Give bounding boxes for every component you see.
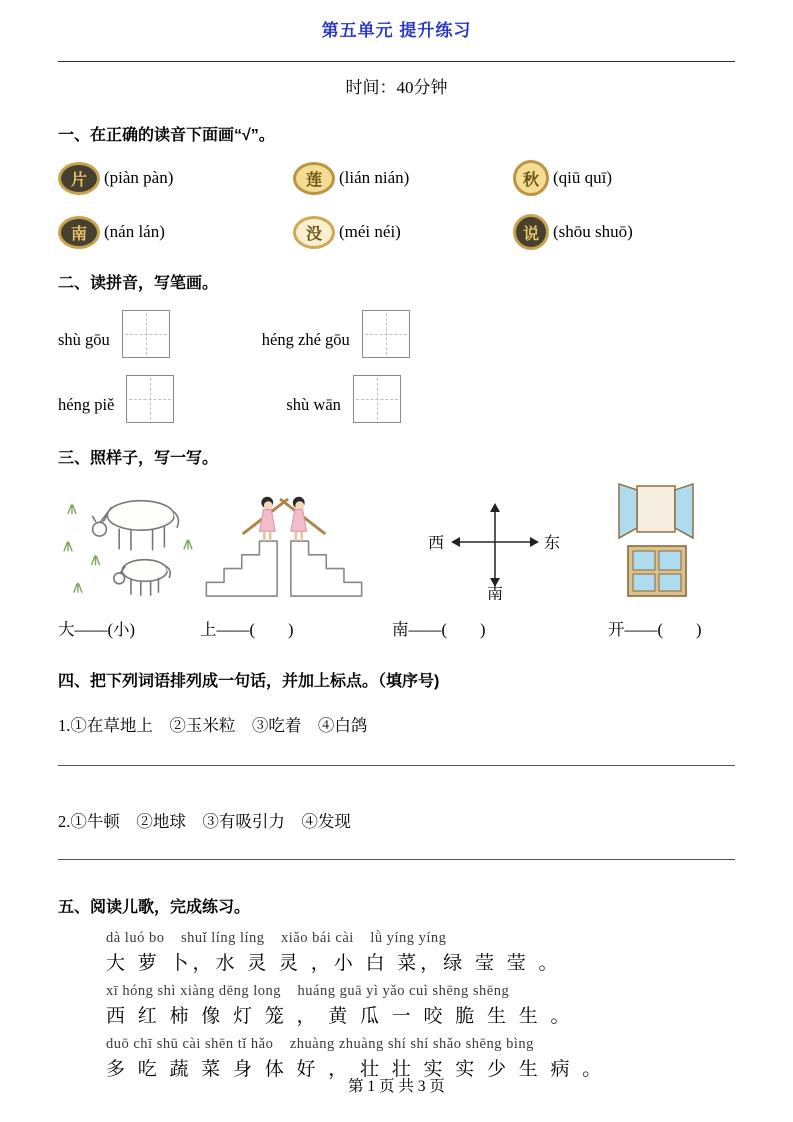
pronunciation-item: [513, 214, 735, 250]
opposites-answer-row: [58, 616, 735, 640]
writing-box: [126, 375, 174, 423]
section-reading: [58, 894, 735, 1081]
compass-west-label: 西: [428, 535, 445, 552]
pinyin-options: (nán lán): [104, 222, 165, 241]
hanzi-line: 西 红 柿 像 灯 笼 ， 黄 瓜 一 咬 脆 生 生 。: [106, 1006, 574, 1027]
compass-east-label: 东: [544, 535, 561, 552]
writing-box: [362, 310, 410, 358]
stroke-label: shù gōu: [58, 330, 110, 349]
section-4-heading: 四、把下列词语排列成一句话，并加上标点。（填序号): [58, 673, 440, 690]
hanzi-line: 大 萝 卜，水 灵 灵 ，小 白 菜，绿 莹 莹 。: [106, 953, 562, 974]
writing-box: [353, 375, 401, 423]
character-badge: 说: [513, 214, 549, 250]
character-badge: 秋: [513, 160, 549, 196]
stroke-row: [58, 373, 735, 423]
pronunciation-item: [513, 160, 735, 196]
time-limit: 时间：40分钟: [345, 78, 448, 97]
character-badge: 莲: [293, 162, 335, 195]
answer-line: [58, 765, 735, 766]
section-opposites: [58, 445, 735, 640]
windows-illustration: [590, 482, 735, 600]
compass-south-label: 南: [487, 586, 504, 600]
pronunciation-grid: [58, 160, 735, 250]
pinyin-options: (lián nián): [339, 168, 410, 187]
writing-box: [122, 310, 170, 358]
pinyin-line: duō chī shū cài shēn tǐ hǎo zhuàng zhuàng shí shí shǎo shēng bìng: [106, 1036, 534, 1052]
stroke-label: héng zhé gōu: [261, 330, 350, 349]
page-title: 第五单元 提升练习: [321, 21, 472, 40]
section-1-heading: 一、在正确的读音下面画“√”。: [58, 127, 275, 144]
illustration-row: [58, 478, 735, 600]
opposite-pair: 南——( ): [392, 620, 486, 639]
stairs-illustration: [200, 486, 378, 600]
cows-illustration: [58, 484, 200, 600]
section-strokes: [58, 270, 735, 423]
section-3-heading: 三、照样子，写一写。: [58, 450, 219, 467]
pronunciation-item: [58, 214, 293, 250]
section-5-heading: 五、阅读儿歌，完成练习。: [58, 899, 251, 916]
pinyin-options: (qiū quī): [553, 168, 613, 187]
answer-line: [58, 859, 735, 860]
sentence-question-2: 2.①牛顿 ②地球 ③有吸引力 ④发现: [58, 812, 351, 831]
title-divider: [58, 61, 735, 62]
stroke-label: shù wān: [286, 395, 341, 414]
page-indicator: 第 1 页 共 3 页: [348, 1078, 445, 1095]
character-badge: 片: [58, 162, 100, 195]
pinyin-options: (piàn pàn): [104, 168, 174, 187]
compass-illustration: [378, 500, 590, 600]
pronunciation-item: [293, 160, 513, 196]
character-badge: 南: [58, 216, 100, 249]
section-2-heading: 二、读拼音，写笔画。: [58, 275, 219, 292]
sentence-question-1: 1.①在草地上 ②玉米粒 ③吃着 ④白鸽: [58, 716, 368, 735]
pinyin-options: (méi néi): [339, 222, 401, 241]
pronunciation-item: [293, 214, 513, 250]
opposite-pair: 大——(小): [58, 620, 135, 639]
pinyin-line: xī hóng shì xiàng dēng long huáng guā yì yǎo cuì shēng shēng: [106, 983, 510, 999]
pinyin-line: dà luó bo shuǐ líng líng xiǎo bái cài lǜ yíng yíng: [106, 930, 447, 946]
section-pronunciation: [58, 122, 735, 250]
opposite-pair: 开——( ): [608, 620, 702, 639]
pronunciation-item: [58, 160, 293, 196]
opposite-pair: 上——( ): [200, 620, 294, 639]
stroke-label: héng piě: [58, 395, 115, 414]
hanzi-line: 多 吃 蔬 菜 身 体 好 ， 壮 壮 实 实 少 生 病 。: [106, 1059, 606, 1080]
nursery-rhyme: [106, 930, 735, 1081]
pinyin-options: (shōu shuō): [553, 222, 633, 241]
character-badge: 没: [293, 216, 335, 249]
stroke-row: [58, 308, 735, 358]
section-sentence-order: [58, 668, 735, 860]
